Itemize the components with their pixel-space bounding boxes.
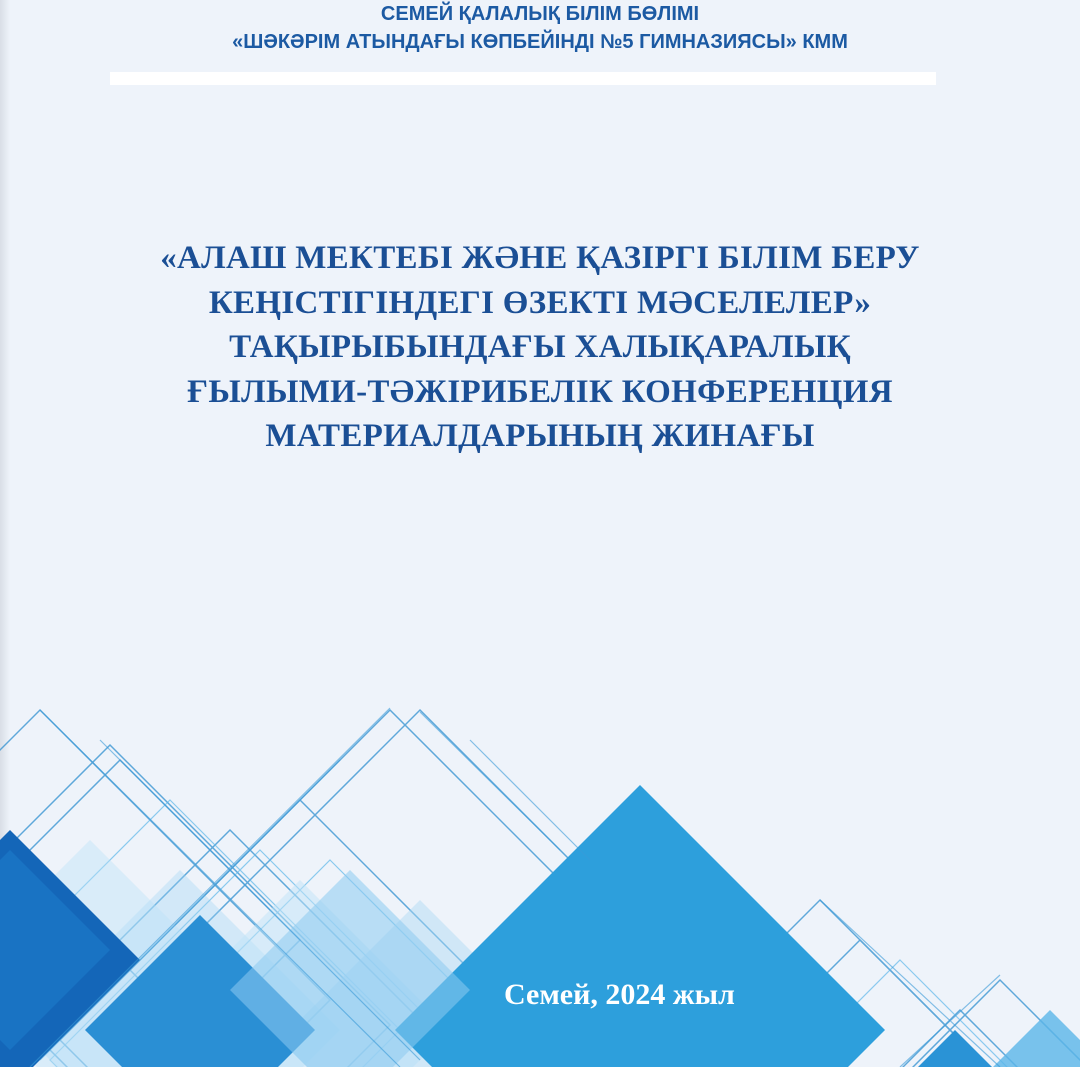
title-line: КЕҢІСТІГІНДЕГІ ӨЗЕКТІ МӘСЕЛЕЛЕР» <box>208 284 872 321</box>
title-line: ҒЫЛЫМИ-ТӘЖІРИБЕЛІК КОНФЕРЕНЦИЯ <box>187 373 893 410</box>
header-line-department: СЕМЕЙ ҚАЛАЛЫҚ БІЛІМ БӨЛІМІ <box>380 3 700 25</box>
place-year: Семей, 2024 жыл <box>504 978 735 1011</box>
header-line-school: «ШӘКӘРІМ АТЫНДАҒЫ КӨПБЕЙІНДІ №5 ГИМНАЗИЯСЫ» КММ <box>232 31 848 53</box>
title-line: МАТЕРИАЛДАРЫНЫҢ ЖИНАҒЫ <box>265 418 815 454</box>
title-line: ТАҚЫРЫБЫНДАҒЫ ХАЛЫҚАРАЛЫҚ <box>229 329 851 365</box>
title-line: «АЛАШ МЕКТЕБІ ЖӘНЕ ҚАЗІРГІ БІЛІМ БЕРУ <box>160 240 920 276</box>
